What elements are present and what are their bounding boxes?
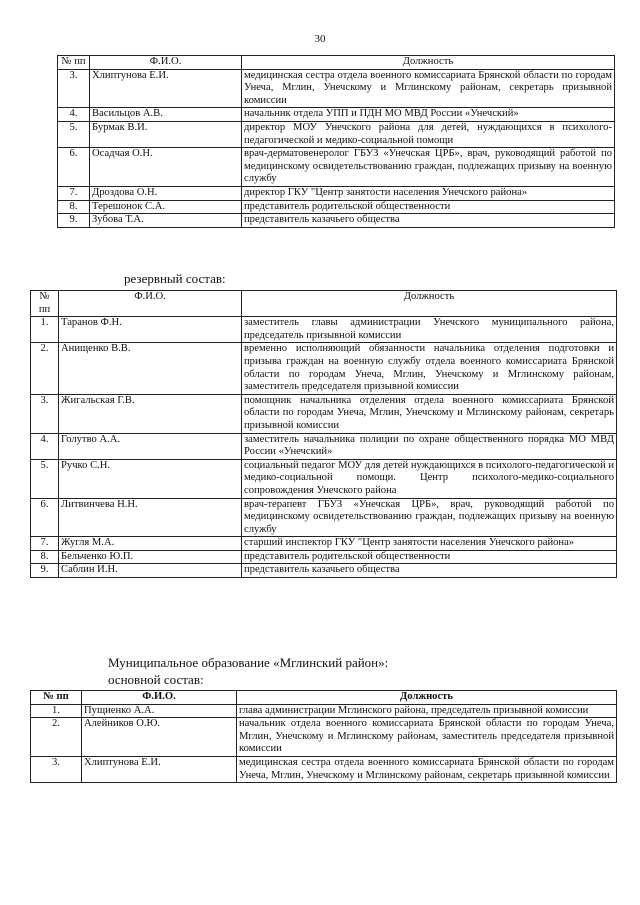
- cell-name: Хлиптунова Е.И.: [90, 69, 242, 108]
- table-row: [31, 433, 617, 459]
- cell-position: директор МОУ Унечского района для детей, нуждающихся в психолого-педагогической и медико-социальной помощи: [242, 121, 615, 147]
- cell-number: 7.: [31, 537, 59, 551]
- table-header-row: [31, 691, 617, 705]
- table-header-row: [58, 56, 615, 70]
- cell-number: 1.: [31, 317, 59, 343]
- table-row: [31, 704, 617, 718]
- cell-position: медицинская сестра отдела военного комиссариата Брянской области по городам Унеча, Мглин, Унечскому и Мглинскому районам, секретарь призывной комиссии: [237, 756, 617, 782]
- cell-number: 3.: [31, 394, 59, 433]
- column-header-name: Ф.И.О.: [90, 56, 242, 70]
- cell-number: 6.: [31, 498, 59, 537]
- cell-position: представитель казачьего общества: [242, 214, 615, 228]
- cell-name: Таранов Ф.Н.: [59, 317, 242, 343]
- commission-table-reserve: [30, 290, 617, 578]
- commission-table-main: [57, 55, 615, 228]
- column-header-name: Ф.И.О.: [59, 291, 242, 317]
- main-composition-heading: основной состав:: [108, 672, 204, 687]
- cell-name: Осадчая О.Н.: [90, 148, 242, 187]
- cell-name: Дроздова О.Н.: [90, 186, 242, 200]
- cell-name: Терешонок С.А.: [90, 200, 242, 214]
- cell-position: врач-дерматовенеролог ГБУЗ «Унечская ЦРБ», врач, руководящий работой по медицинскому освидетельствованию граждан, подлежащих призыву на военную службу: [242, 148, 615, 187]
- cell-position: медицинская сестра отдела военного комиссариата Брянской области по городам Унеча, Мглин, Унечскому и Мглинскому районам, секретарь призывной комиссии: [242, 69, 615, 108]
- cell-position: директор ГКУ "Центр занятости населения Унечского района»: [242, 186, 615, 200]
- cell-number: 9.: [58, 214, 90, 228]
- cell-number: 3.: [58, 69, 90, 108]
- table-row: [31, 756, 617, 782]
- column-header-number: № пп: [31, 691, 82, 705]
- cell-name: Голутво А.А.: [59, 433, 242, 459]
- cell-name: Ручко С.Н.: [59, 459, 242, 498]
- table-row: [31, 394, 617, 433]
- cell-number: 6.: [58, 148, 90, 187]
- cell-position: заместитель главы администрации Унечского муниципального района, председатель призывной комиссии: [242, 317, 617, 343]
- column-header-position: Должность: [242, 56, 615, 70]
- cell-position: социальный педагог МОУ для детей нуждающихся в психолого-педагогической и медико-социальной помощи. Центр психолого-медико-социального сопровождения Унечского района: [242, 459, 617, 498]
- table-row: [31, 459, 617, 498]
- cell-number: 8.: [58, 200, 90, 214]
- cell-name: Алейников О.Ю.: [82, 718, 237, 757]
- cell-position: заместитель начальника полиции по охране общественного порядка МО МВД России «Унечский»: [242, 433, 617, 459]
- column-header-position: Должность: [242, 291, 617, 317]
- cell-number: 5.: [31, 459, 59, 498]
- table-row: [58, 186, 615, 200]
- page-number: 30: [314, 33, 326, 45]
- table-row: [58, 121, 615, 147]
- cell-position: начальник отдела УПП и ПДН МО МВД России «Унечский»: [242, 108, 615, 122]
- cell-name: Хлиптунова Е.И.: [82, 756, 237, 782]
- table-row: [31, 343, 617, 394]
- table-row: [31, 564, 617, 578]
- cell-position: временно исполняющий обязанности начальника отделения подготовки и призыва граждан на военную службу отдела военного комиссариата Брянской области по городам Унеча, Мглин, Унечскому и Мглинскому районам, заместитель председателя призывной комиссии: [242, 343, 617, 394]
- table-row: [58, 214, 615, 228]
- cell-number: 3.: [31, 756, 82, 782]
- table-row: [31, 718, 617, 757]
- table-row: [58, 69, 615, 108]
- cell-number: 4.: [31, 433, 59, 459]
- table-row: [31, 537, 617, 551]
- table-row: [31, 550, 617, 564]
- cell-number: 5.: [58, 121, 90, 147]
- cell-number: 4.: [58, 108, 90, 122]
- cell-position: представитель родительской общественности: [242, 550, 617, 564]
- cell-position: глава администрации Мглинского района, председатель призывной комиссии: [237, 704, 617, 718]
- cell-position: представитель родительской общественности: [242, 200, 615, 214]
- column-header-position: Должность: [237, 691, 617, 705]
- table-row: [58, 148, 615, 187]
- cell-name: Саблин И.Н.: [59, 564, 242, 578]
- cell-name: Зубова Т.А.: [90, 214, 242, 228]
- column-header-number: № пп: [31, 291, 59, 317]
- cell-number: 2.: [31, 343, 59, 394]
- cell-name: Анищенко В.В.: [59, 343, 242, 394]
- table-header-row: [31, 291, 617, 317]
- mglin-district-heading: Муниципальное образование «Мглинский район»:: [108, 655, 389, 670]
- cell-number: 7.: [58, 186, 90, 200]
- cell-name: Литвинчева Н.Н.: [59, 498, 242, 537]
- column-header-number: № пп: [58, 56, 90, 70]
- cell-name: Жугля М.А.: [59, 537, 242, 551]
- table-row: [58, 200, 615, 214]
- cell-name: Пущиенко А.А.: [82, 704, 237, 718]
- cell-number: 8.: [31, 550, 59, 564]
- table-row: [31, 317, 617, 343]
- cell-position: представитель казачьего общества: [242, 564, 617, 578]
- cell-number: 1.: [31, 704, 82, 718]
- cell-position: старший инспектор ГКУ "Центр занятости населения Унечского района»: [242, 537, 617, 551]
- cell-name: Бурмак В.И.: [90, 121, 242, 147]
- cell-position: помощник начальника отделения отдела военного комиссариата Брянской области по городам Унеча, Мглин, Унечскому и Мглинскому районам, секретарь призывной комиссии: [242, 394, 617, 433]
- cell-name: Васильцов А.В.: [90, 108, 242, 122]
- column-header-name: Ф.И.О.: [82, 691, 237, 705]
- cell-name: Жигальская Г.В.: [59, 394, 242, 433]
- cell-number: 9.: [31, 564, 59, 578]
- table-row: [58, 108, 615, 122]
- cell-position: врач-терапевт ГБУЗ «Унечская ЦРБ», врач, руководящий работой по медицинскому освидетельствованию граждан, подлежащих призыву на военную службу: [242, 498, 617, 537]
- cell-position: начальник отдела военного комиссариата Брянской области по городам Унеча, Мглин, Унечскому и Мглинскому районам, заместитель председателя призывной комиссии: [237, 718, 617, 757]
- commission-table-mglin: [30, 690, 617, 783]
- table-row: [31, 498, 617, 537]
- reserve-composition-heading: резервный состав:: [124, 271, 226, 286]
- cell-name: Бельченко Ю.П.: [59, 550, 242, 564]
- cell-number: 2.: [31, 718, 82, 757]
